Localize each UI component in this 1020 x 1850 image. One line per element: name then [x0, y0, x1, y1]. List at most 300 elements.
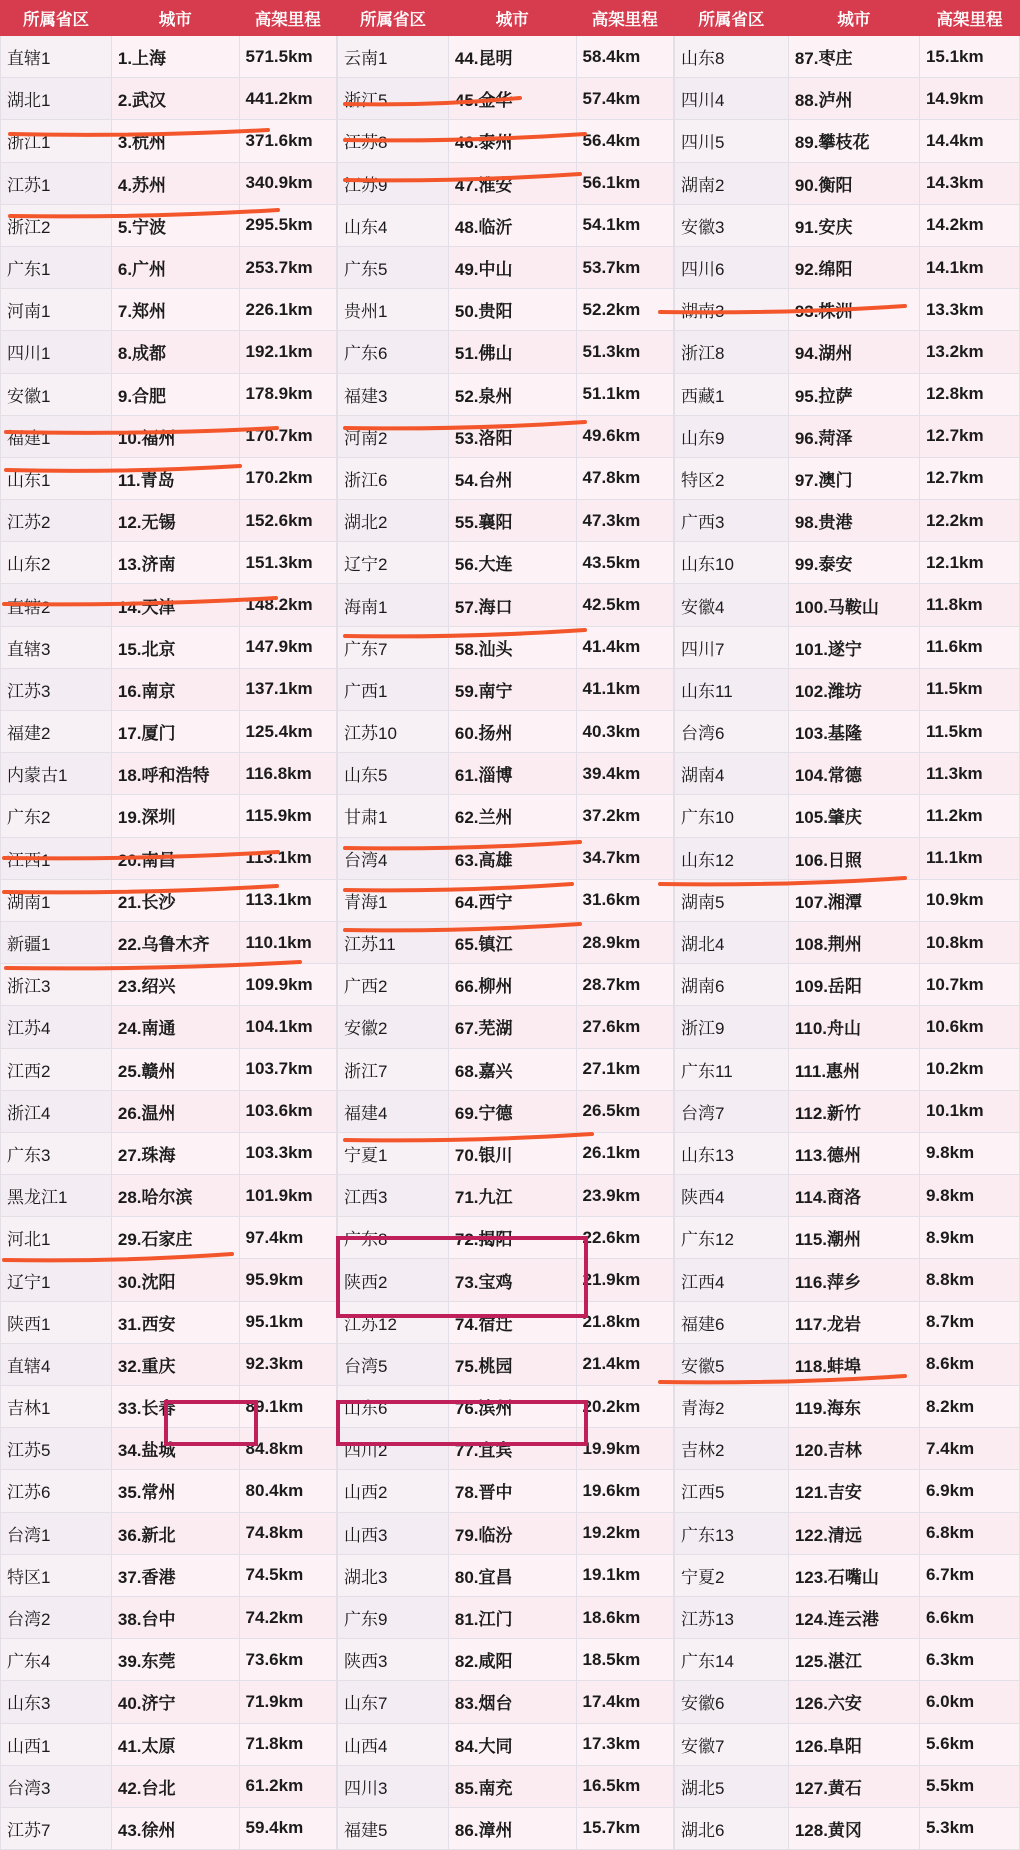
- cell-province: 陕西2: [338, 1259, 449, 1301]
- cell-city: 92.绵阳: [788, 246, 919, 288]
- table-row: [1, 964, 337, 1006]
- cell-city: 72.揭阳: [448, 1217, 576, 1259]
- cell-mileage: 152.6km: [239, 500, 336, 542]
- cell-province: 江苏7: [1, 1807, 112, 1849]
- cell-city: 20.南昌: [111, 837, 239, 879]
- cell-mileage: 57.4km: [576, 78, 673, 120]
- cell-province: 湖南4: [675, 753, 789, 795]
- cell-province: 直辖1: [1, 36, 112, 78]
- cell-city: 11.青岛: [111, 457, 239, 499]
- cell-province: 福建6: [675, 1301, 789, 1343]
- cell-province: 福建4: [338, 1090, 449, 1132]
- table-row: [338, 921, 674, 963]
- cell-mileage: 11.8km: [919, 584, 1019, 626]
- cell-province: 湖北2: [338, 500, 449, 542]
- cell-city: 93.株洲: [788, 289, 919, 331]
- cell-city: 112.新竹: [788, 1090, 919, 1132]
- cell-province: 江苏8: [338, 120, 449, 162]
- cell-province: 浙江2: [1, 204, 112, 246]
- cell-mileage: 22.6km: [576, 1217, 673, 1259]
- cell-province: 江苏9: [338, 162, 449, 204]
- cell-mileage: 18.6km: [576, 1596, 673, 1638]
- cell-city: 3.杭州: [111, 120, 239, 162]
- cell-province: 湖北4: [675, 921, 789, 963]
- cell-province: 广东5: [338, 246, 449, 288]
- cell-province: 江苏1: [1, 162, 112, 204]
- cell-mileage: 11.1km: [919, 837, 1019, 879]
- cell-province: 福建3: [338, 373, 449, 415]
- header-mileage: 高架里程: [919, 1, 1019, 36]
- cell-province: 浙江9: [675, 1006, 789, 1048]
- cell-mileage: 27.6km: [576, 1006, 673, 1048]
- cell-city: 90.衡阳: [788, 162, 919, 204]
- cell-province: 安徽3: [675, 204, 789, 246]
- table-row: [338, 1301, 674, 1343]
- cell-mileage: 8.9km: [919, 1217, 1019, 1259]
- cell-city: 53.洛阳: [448, 415, 576, 457]
- table-body-1: [1, 36, 337, 1850]
- table-row: [1, 246, 337, 288]
- cell-city: 36.新北: [111, 1512, 239, 1554]
- cell-mileage: 8.6km: [919, 1343, 1019, 1385]
- table-row: [675, 415, 1020, 457]
- cell-province: 云南1: [338, 36, 449, 78]
- table-row: [1, 36, 337, 78]
- cell-province: 台湾6: [675, 711, 789, 753]
- cell-city: 23.绍兴: [111, 964, 239, 1006]
- table-row: [1, 78, 337, 120]
- cell-mileage: 54.1km: [576, 204, 673, 246]
- cell-mileage: 21.9km: [576, 1259, 673, 1301]
- header-city: 城市: [788, 1, 919, 36]
- cell-city: 79.临汾: [448, 1512, 576, 1554]
- cell-mileage: 58.4km: [576, 36, 673, 78]
- cell-city: 126.六安: [788, 1681, 919, 1723]
- cell-mileage: 7.4km: [919, 1428, 1019, 1470]
- cell-city: 89.攀枝花: [788, 120, 919, 162]
- cell-province: 浙江4: [1, 1090, 112, 1132]
- cell-city: 67.芜湖: [448, 1006, 576, 1048]
- cell-province: 广东2: [1, 795, 112, 837]
- cell-province: 湖北3: [338, 1554, 449, 1596]
- table-row: [1, 1512, 337, 1554]
- table-row: [338, 1470, 674, 1512]
- cell-city: 66.柳州: [448, 964, 576, 1006]
- table-row: [1, 1090, 337, 1132]
- cell-province: 山东5: [338, 753, 449, 795]
- cell-city: 59.南宁: [448, 668, 576, 710]
- cell-city: 108.荆州: [788, 921, 919, 963]
- table-row: [675, 1048, 1020, 1090]
- cell-mileage: 41.4km: [576, 626, 673, 668]
- cell-mileage: 116.8km: [239, 753, 336, 795]
- cell-city: 80.宜昌: [448, 1554, 576, 1596]
- table-row: [675, 837, 1020, 879]
- cell-city: 32.重庆: [111, 1343, 239, 1385]
- cell-province: 广东13: [675, 1512, 789, 1554]
- cell-city: 45.金华: [448, 78, 576, 120]
- cell-province: 湖南5: [675, 879, 789, 921]
- cell-mileage: 12.7km: [919, 457, 1019, 499]
- cell-mileage: 13.2km: [919, 331, 1019, 373]
- table-row: [1, 1301, 337, 1343]
- cell-city: 18.呼和浩特: [111, 753, 239, 795]
- table-row: [338, 500, 674, 542]
- cell-city: 15.北京: [111, 626, 239, 668]
- cell-city: 46.泰州: [448, 120, 576, 162]
- table-row: [1, 1723, 337, 1765]
- cell-province: 江苏11: [338, 921, 449, 963]
- cell-mileage: 10.9km: [919, 879, 1019, 921]
- cell-mileage: 59.4km: [239, 1807, 336, 1849]
- cell-city: 28.哈尔滨: [111, 1175, 239, 1217]
- cell-city: 35.常州: [111, 1470, 239, 1512]
- cell-province: 宁夏2: [675, 1554, 789, 1596]
- table-row: [338, 1386, 674, 1428]
- cell-province: 广东8: [338, 1217, 449, 1259]
- cell-city: 2.武汉: [111, 78, 239, 120]
- cell-mileage: 113.1km: [239, 837, 336, 879]
- cell-city: 8.成都: [111, 331, 239, 373]
- cell-city: 84.大同: [448, 1723, 576, 1765]
- cell-city: 22.乌鲁木齐: [111, 921, 239, 963]
- cell-mileage: 37.2km: [576, 795, 673, 837]
- cell-province: 台湾7: [675, 1090, 789, 1132]
- table-row: [1, 1006, 337, 1048]
- cell-mileage: 39.4km: [576, 753, 673, 795]
- cell-province: 山东6: [338, 1386, 449, 1428]
- table-row: [1, 1554, 337, 1596]
- cell-province: 台湾4: [338, 837, 449, 879]
- table-row: [675, 795, 1020, 837]
- table-row: [675, 1301, 1020, 1343]
- cell-city: 38.台中: [111, 1596, 239, 1638]
- cell-mileage: 6.8km: [919, 1512, 1019, 1554]
- table-row: [1, 289, 337, 331]
- table-row: [1, 204, 337, 246]
- cell-mileage: 51.1km: [576, 373, 673, 415]
- cell-province: 山西4: [338, 1723, 449, 1765]
- table-row: [675, 289, 1020, 331]
- cell-city: 27.珠海: [111, 1132, 239, 1174]
- cell-mileage: 52.2km: [576, 289, 673, 331]
- table-row: [1, 1048, 337, 1090]
- cell-province: 江苏6: [1, 1470, 112, 1512]
- cell-city: 109.岳阳: [788, 964, 919, 1006]
- table-row: [1, 753, 337, 795]
- table-row: [675, 1596, 1020, 1638]
- cell-city: 113.德州: [788, 1132, 919, 1174]
- table-row: [338, 1512, 674, 1554]
- cell-city: 55.襄阳: [448, 500, 576, 542]
- cell-mileage: 9.8km: [919, 1175, 1019, 1217]
- table-row: [338, 626, 674, 668]
- cell-province: 湖南1: [1, 879, 112, 921]
- cell-mileage: 12.2km: [919, 500, 1019, 542]
- cell-city: 76.滨州: [448, 1386, 576, 1428]
- cell-mileage: 226.1km: [239, 289, 336, 331]
- cell-province: 湖北6: [675, 1807, 789, 1849]
- table-column-1: [0, 0, 337, 1840]
- cell-mileage: 12.7km: [919, 415, 1019, 457]
- cell-province: 江苏3: [1, 668, 112, 710]
- cell-city: 21.长沙: [111, 879, 239, 921]
- cell-city: 121.吉安: [788, 1470, 919, 1512]
- cell-province: 江西4: [675, 1259, 789, 1301]
- cell-mileage: 43.5km: [576, 542, 673, 584]
- cell-mileage: 19.6km: [576, 1470, 673, 1512]
- header-mileage: 高架里程: [576, 1, 673, 36]
- cell-mileage: 14.3km: [919, 162, 1019, 204]
- cell-province: 广西3: [675, 500, 789, 542]
- cell-province: 河南1: [1, 289, 112, 331]
- cell-mileage: 11.2km: [919, 795, 1019, 837]
- table-row: [338, 1807, 674, 1849]
- table-row: [675, 1259, 1020, 1301]
- cell-mileage: 8.7km: [919, 1301, 1019, 1343]
- cell-province: 河南2: [338, 415, 449, 457]
- cell-mileage: 95.1km: [239, 1301, 336, 1343]
- cell-province: 山东11: [675, 668, 789, 710]
- cell-city: 34.盐城: [111, 1428, 239, 1470]
- cell-province: 四川5: [675, 120, 789, 162]
- cell-province: 山西3: [338, 1512, 449, 1554]
- cell-province: 安徽1: [1, 373, 112, 415]
- cell-province: 台湾2: [1, 1596, 112, 1638]
- table-row: [675, 36, 1020, 78]
- cell-city: 13.济南: [111, 542, 239, 584]
- cell-city: 57.海口: [448, 584, 576, 626]
- table-row: [1, 1428, 337, 1470]
- cell-mileage: 15.1km: [919, 36, 1019, 78]
- cell-mileage: 113.1km: [239, 879, 336, 921]
- cell-mileage: 5.3km: [919, 1807, 1019, 1849]
- cell-city: 29.石家庄: [111, 1217, 239, 1259]
- table-row: [1, 837, 337, 879]
- cell-city: 37.香港: [111, 1554, 239, 1596]
- cell-mileage: 10.6km: [919, 1006, 1019, 1048]
- cell-mileage: 28.7km: [576, 964, 673, 1006]
- cell-city: 103.基隆: [788, 711, 919, 753]
- cell-province: 四川6: [675, 246, 789, 288]
- cell-mileage: 20.2km: [576, 1386, 673, 1428]
- header-province: 所属省区: [675, 1, 789, 36]
- table-row: [675, 1217, 1020, 1259]
- cell-mileage: 92.3km: [239, 1343, 336, 1385]
- cell-city: 6.广州: [111, 246, 239, 288]
- cell-city: 88.泸州: [788, 78, 919, 120]
- cell-province: 山东8: [675, 36, 789, 78]
- cell-mileage: 27.1km: [576, 1048, 673, 1090]
- table-row: [338, 162, 674, 204]
- cell-mileage: 53.7km: [576, 246, 673, 288]
- cell-mileage: 17.3km: [576, 1723, 673, 1765]
- cell-province: 湖南3: [675, 289, 789, 331]
- cell-province: 四川4: [675, 78, 789, 120]
- cell-city: 75.桃园: [448, 1343, 576, 1385]
- cell-province: 吉林1: [1, 1386, 112, 1428]
- cell-province: 辽宁1: [1, 1259, 112, 1301]
- cell-city: 26.温州: [111, 1090, 239, 1132]
- cell-city: 86.漳州: [448, 1807, 576, 1849]
- cell-city: 123.石嘴山: [788, 1554, 919, 1596]
- table-body-2: [338, 36, 674, 1850]
- cell-province: 山西1: [1, 1723, 112, 1765]
- cell-city: 17.厦门: [111, 711, 239, 753]
- table-row: [338, 584, 674, 626]
- cell-mileage: 11.5km: [919, 711, 1019, 753]
- cell-city: 16.南京: [111, 668, 239, 710]
- table-row: [675, 542, 1020, 584]
- table-row: [338, 542, 674, 584]
- cell-city: 94.湖州: [788, 331, 919, 373]
- table-row: [675, 1386, 1020, 1428]
- table-row: [1, 879, 337, 921]
- cell-mileage: 56.1km: [576, 162, 673, 204]
- cell-province: 安徽6: [675, 1681, 789, 1723]
- table-row: [338, 753, 674, 795]
- table-row: [675, 162, 1020, 204]
- cell-city: 39.东莞: [111, 1639, 239, 1681]
- table-row: [675, 1765, 1020, 1807]
- cell-city: 63.高雄: [448, 837, 576, 879]
- table-row: [338, 1765, 674, 1807]
- table-row: [1, 1343, 337, 1385]
- table-row: [1, 457, 337, 499]
- cell-province: 山东3: [1, 1681, 112, 1723]
- table-row: [1, 1259, 337, 1301]
- cell-city: 50.贵阳: [448, 289, 576, 331]
- cell-province: 山东13: [675, 1132, 789, 1174]
- cell-mileage: 49.6km: [576, 415, 673, 457]
- cell-province: 青海2: [675, 1386, 789, 1428]
- cell-city: 25.赣州: [111, 1048, 239, 1090]
- cell-mileage: 6.3km: [919, 1639, 1019, 1681]
- cell-province: 江苏5: [1, 1428, 112, 1470]
- table-row: [338, 246, 674, 288]
- cell-province: 广东10: [675, 795, 789, 837]
- cell-city: 82.咸阳: [448, 1639, 576, 1681]
- cell-city: 127.黄石: [788, 1765, 919, 1807]
- cell-city: 64.西宁: [448, 879, 576, 921]
- cell-province: 内蒙古1: [1, 753, 112, 795]
- cell-province: 广东7: [338, 626, 449, 668]
- cell-city: 42.台北: [111, 1765, 239, 1807]
- cell-province: 江苏10: [338, 711, 449, 753]
- data-table-2: [337, 0, 674, 1850]
- cell-mileage: 51.3km: [576, 331, 673, 373]
- cell-city: 116.萍乡: [788, 1259, 919, 1301]
- table-row: [675, 964, 1020, 1006]
- table-row: [1, 1681, 337, 1723]
- cell-city: 81.江门: [448, 1596, 576, 1638]
- table-row: [1, 668, 337, 710]
- cell-city: 119.海东: [788, 1386, 919, 1428]
- cell-mileage: 89.1km: [239, 1386, 336, 1428]
- table-row: [675, 1175, 1020, 1217]
- table-row: [338, 1723, 674, 1765]
- cell-province: 浙江8: [675, 331, 789, 373]
- table-row: [338, 1217, 674, 1259]
- cell-city: 74.宿迁: [448, 1301, 576, 1343]
- cell-province: 江苏4: [1, 1006, 112, 1048]
- cell-province: 山东1: [1, 457, 112, 499]
- cell-province: 海南1: [338, 584, 449, 626]
- cell-province: 吉林2: [675, 1428, 789, 1470]
- cell-city: 19.深圳: [111, 795, 239, 837]
- table-row: [1, 1175, 337, 1217]
- cell-mileage: 137.1km: [239, 668, 336, 710]
- cell-province: 湖北1: [1, 78, 112, 120]
- cell-mileage: 170.7km: [239, 415, 336, 457]
- cell-mileage: 95.9km: [239, 1259, 336, 1301]
- table-row: [675, 1681, 1020, 1723]
- cell-province: 江西3: [338, 1175, 449, 1217]
- cell-mileage: 8.8km: [919, 1259, 1019, 1301]
- cell-mileage: 10.8km: [919, 921, 1019, 963]
- cell-mileage: 115.9km: [239, 795, 336, 837]
- table-row: [675, 120, 1020, 162]
- table-row: [675, 1470, 1020, 1512]
- cell-city: 87.枣庄: [788, 36, 919, 78]
- cell-mileage: 74.5km: [239, 1554, 336, 1596]
- table-row: [338, 78, 674, 120]
- cell-province: 江西2: [1, 1048, 112, 1090]
- table-row: [338, 1681, 674, 1723]
- table-row: [1, 500, 337, 542]
- table-row: [338, 36, 674, 78]
- table-row: [675, 1723, 1020, 1765]
- cell-city: 100.马鞍山: [788, 584, 919, 626]
- cell-mileage: 103.7km: [239, 1048, 336, 1090]
- cell-mileage: 103.3km: [239, 1132, 336, 1174]
- table-row: [1, 1217, 337, 1259]
- cell-city: 61.淄博: [448, 753, 576, 795]
- table-row: [338, 964, 674, 1006]
- table-row: [1, 1470, 337, 1512]
- cell-mileage: 6.9km: [919, 1470, 1019, 1512]
- cell-city: 14.天津: [111, 584, 239, 626]
- cell-province: 山东9: [675, 415, 789, 457]
- table-row: [338, 1639, 674, 1681]
- cell-province: 陕西3: [338, 1639, 449, 1681]
- table-row: [675, 1428, 1020, 1470]
- cell-province: 广东6: [338, 331, 449, 373]
- cell-mileage: 56.4km: [576, 120, 673, 162]
- table-row: [338, 1343, 674, 1385]
- table-row: [675, 331, 1020, 373]
- table-row: [338, 457, 674, 499]
- cell-mileage: 5.6km: [919, 1723, 1019, 1765]
- table-row: [675, 1343, 1020, 1385]
- table-row: [675, 626, 1020, 668]
- cell-mileage: 42.5km: [576, 584, 673, 626]
- cell-province: 辽宁2: [338, 542, 449, 584]
- header-province: 所属省区: [1, 1, 112, 36]
- cell-mileage: 125.4km: [239, 711, 336, 753]
- cell-province: 浙江3: [1, 964, 112, 1006]
- cell-city: 65.镇江: [448, 921, 576, 963]
- cell-city: 91.安庆: [788, 204, 919, 246]
- cell-mileage: 170.2km: [239, 457, 336, 499]
- cell-mileage: 5.5km: [919, 1765, 1019, 1807]
- table-row: [338, 373, 674, 415]
- table-column-2: [337, 0, 674, 1840]
- table-row: [338, 415, 674, 457]
- table-row: [675, 668, 1020, 710]
- cell-city: 70.银川: [448, 1132, 576, 1174]
- cell-mileage: 21.8km: [576, 1301, 673, 1343]
